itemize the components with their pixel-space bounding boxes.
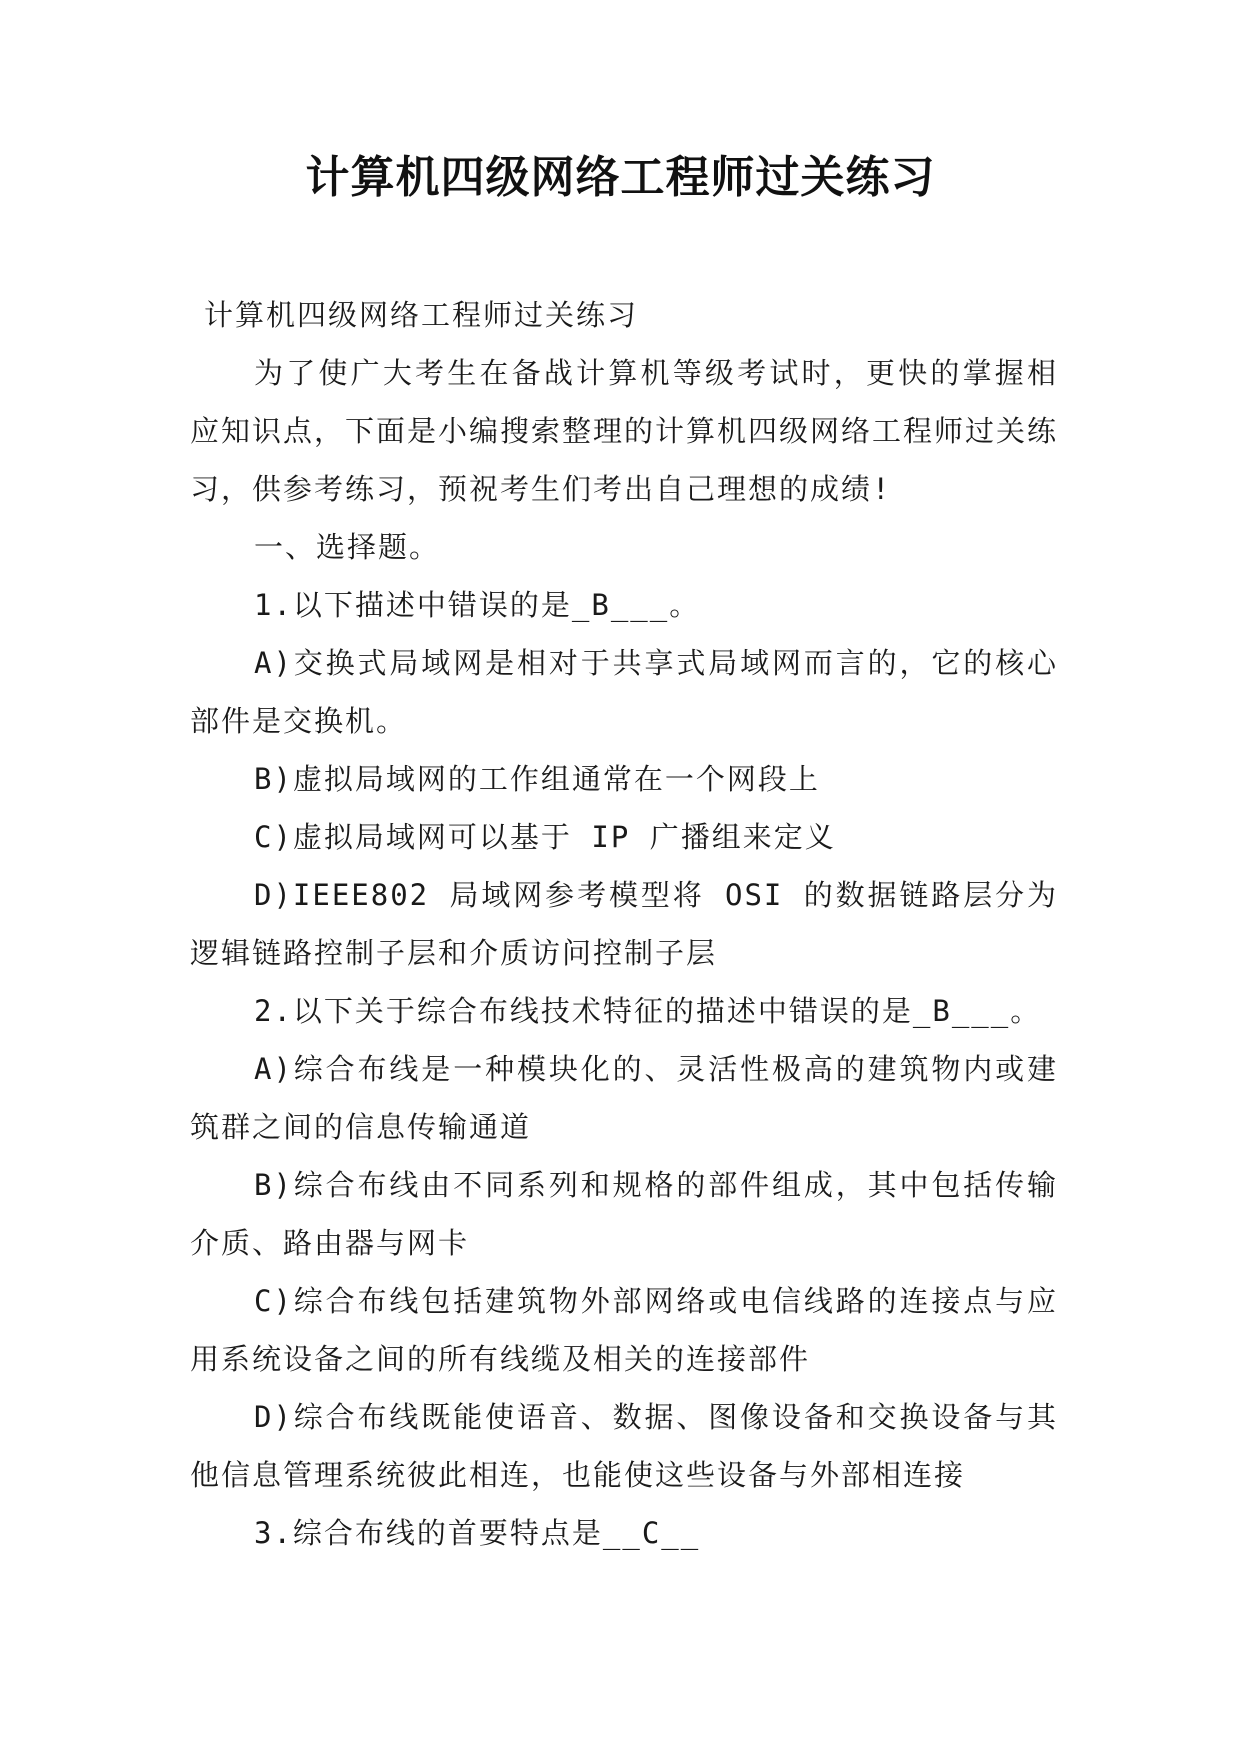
question-2-option-c: C)综合布线包括建筑物外部网络或电信线路的连接点与应用系统设备之间的所有线缆及相关的连接部件 <box>190 1284 1058 1376</box>
intro-paragraph: 为了使广大考生在备战计算机等级考试时，更快的掌握相应知识点，下面是小编搜索整理的计算机四级网络工程师过关练习，供参考练习，预祝考生们考出自己理想的成绩! <box>190 356 1059 506</box>
question-2-option-a: A)综合布线是一种模块化的、灵活性极高的建筑物内或建筑群之间的信息传输通道 <box>190 1052 1058 1144</box>
question-2-option-b: B)综合布线由不同系列和规格的部件组成，其中包括传输介质、路由器与网卡 <box>190 1168 1058 1260</box>
section-heading: 一、选择题。 <box>254 530 441 564</box>
question-1-option-c: C)虚拟局域网可以基于 IP 广播组来定义 <box>254 820 836 854</box>
document-body <box>190 286 1058 1562</box>
question-3: 3.综合布线的首要特点是__C__ <box>254 1516 701 1550</box>
question-1-option-d: D)IEEE802 局域网参考模型将 OSI 的数据链路层分为逻辑链路控制子层和介质访问控制子层 <box>190 878 1058 970</box>
question-1: 1.以下描述中错误的是_B___。 <box>254 588 701 622</box>
question-1-option-b: B)虚拟局域网的工作组通常在一个网段上 <box>254 762 820 796</box>
document-title: 计算机四级网络工程师过关练习 <box>305 152 936 203</box>
document-subtitle: 计算机四级网络工程师过关练习 <box>204 298 639 332</box>
question-2-option-d: D)综合布线既能使语音、数据、图像设备和交换设备与其他信息管理系统彼此相连，也能使这些设备与外部相连接 <box>190 1400 1058 1492</box>
question-1-option-a: A)交换式局域网是相对于共享式局域网而言的，它的核心部件是交换机。 <box>190 646 1058 738</box>
question-2: 2.以下关于综合布线技术特征的描述中错误的是_B___。 <box>254 994 1042 1028</box>
